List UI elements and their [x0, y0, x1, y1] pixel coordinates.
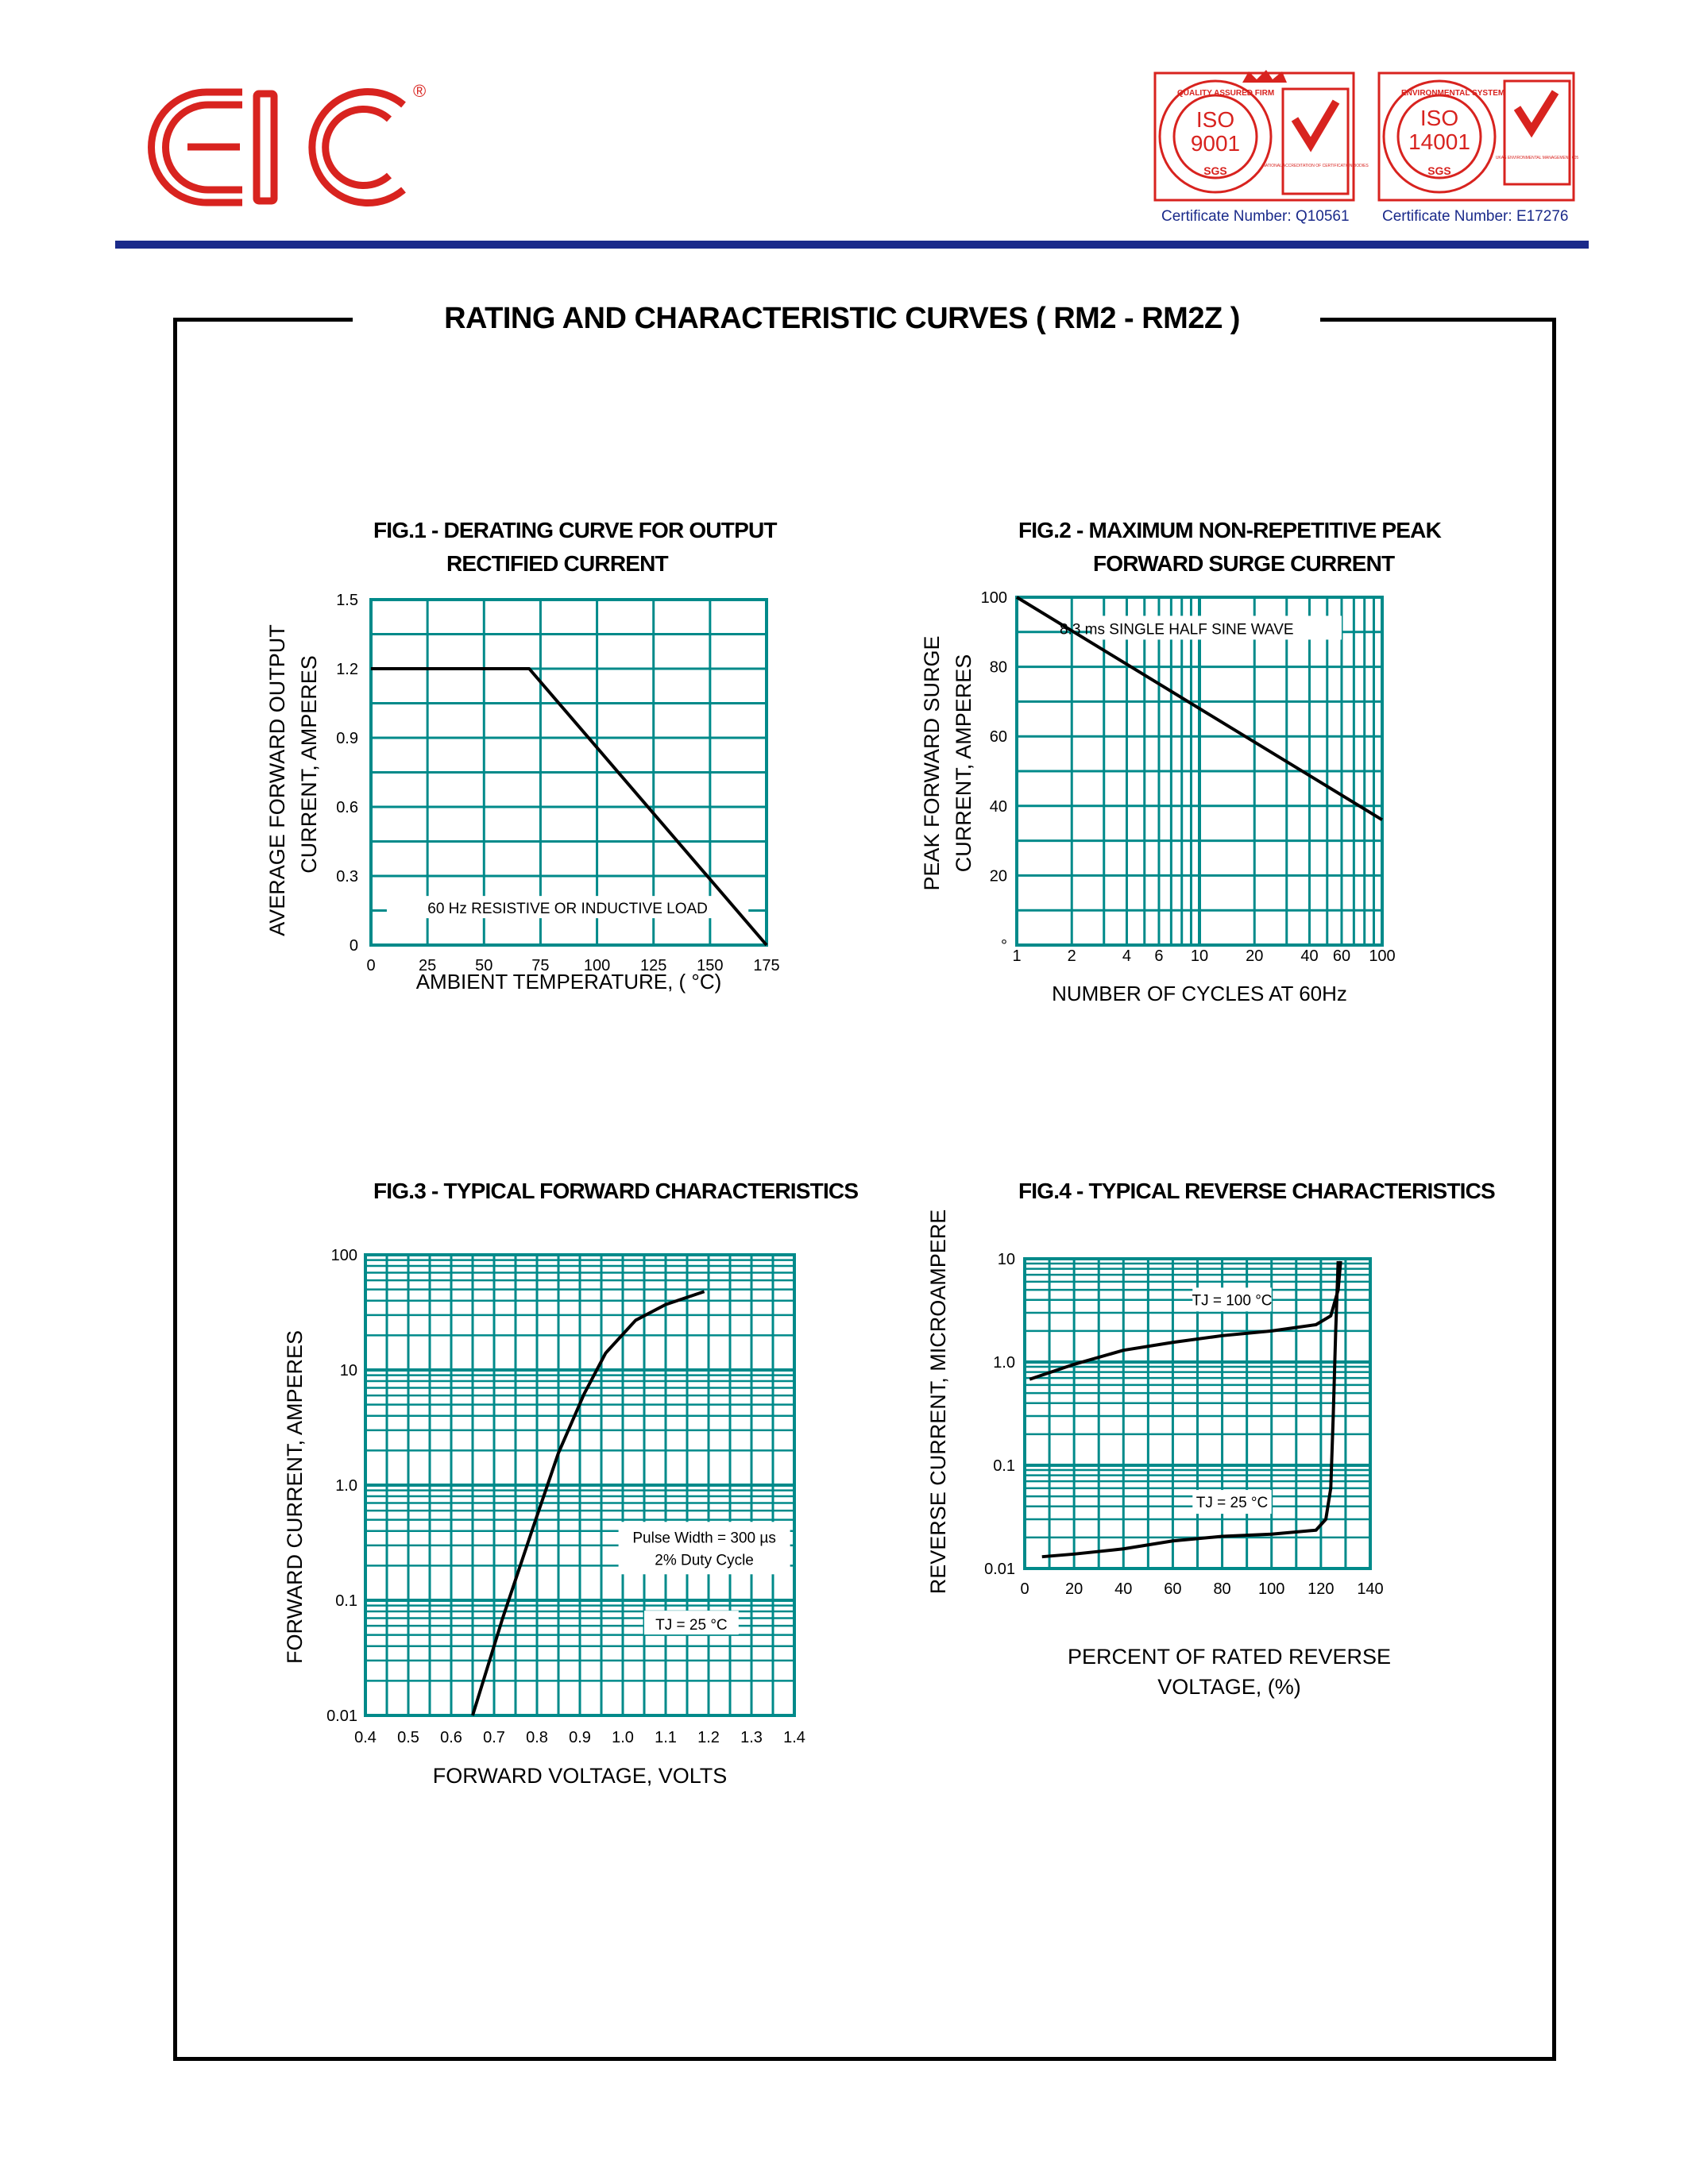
x-tick-label: 120	[1308, 1580, 1335, 1598]
y-tick-label: 100	[330, 1247, 357, 1264]
x-tick-label: 1.3	[740, 1729, 763, 1746]
x-tick-label: 1.1	[655, 1729, 677, 1746]
x-tick-label: 25	[419, 957, 437, 974]
x-tick-label: 20	[1246, 947, 1264, 965]
x-tick-label: 40	[1114, 1580, 1133, 1598]
tj25-annotation: TJ = 25 °C	[1196, 1495, 1269, 1512]
cert-number-e: Certificate Number: E17276	[1382, 208, 1569, 225]
x-axis-label-line2: VOLTAGE, (%)	[1157, 1675, 1301, 1699]
pulse-width-annotation: Pulse Width = 300 µs	[632, 1530, 776, 1547]
seal-ring-text: QUALITY ASSURED FIRM	[1177, 89, 1275, 98]
sgs-label: SGS	[1427, 164, 1451, 177]
fig1-derating-chart	[238, 588, 826, 1017]
crown-icon	[1242, 70, 1287, 83]
x-tick-label: 0.4	[354, 1729, 377, 1746]
registered-mark: ®	[413, 81, 427, 101]
frame-top-left	[173, 318, 353, 322]
y-axis-label-line1: PEAK FORWARD SURGE	[920, 635, 944, 891]
iso-number: 9001	[1190, 131, 1241, 156]
x-tick-label: 125	[640, 957, 667, 974]
y-tick-label: 100	[980, 589, 1007, 607]
y-axis-label: FORWARD CURRENT, AMPERES	[283, 1329, 307, 1665]
y-axis-label-line2: CURRENT, AMPERES	[297, 655, 321, 874]
y-tick-label: 0.1	[993, 1457, 1015, 1475]
y-tick-label: 80	[989, 658, 1007, 677]
y-tick-label: 10	[997, 1251, 1015, 1268]
fig3-forward-chart	[238, 1215, 842, 1819]
x-tick-label: 80	[1213, 1580, 1231, 1598]
iso-label: ISO	[1420, 106, 1459, 130]
cert-number-q: Certificate Number: Q10561	[1161, 208, 1350, 225]
fig2-title-line1: FIG.2 - MAXIMUM NON-REPETITIVE PEAK	[1018, 518, 1442, 542]
x-tick-label: 50	[475, 957, 493, 974]
y-tick-label: 1.5	[336, 592, 358, 609]
x-tick-label: 175	[753, 957, 780, 974]
y-tick-label: 40	[989, 797, 1007, 816]
x-axis-label: NUMBER OF CYCLES AT 60Hz	[1052, 982, 1347, 1005]
x-axis-label-line1: PERCENT OF RATED REVERSE	[1067, 1645, 1392, 1669]
check-badge-icon	[1295, 102, 1336, 145]
tj-annotation: TJ = 25 °C	[655, 1617, 728, 1634]
x-tick-label: 20	[1065, 1580, 1083, 1598]
y-tick-label: 0	[349, 937, 358, 955]
x-tick-label: 100	[1258, 1580, 1285, 1598]
x-tick-label: 0	[366, 957, 376, 974]
x-tick-label: 40	[1300, 947, 1319, 965]
fig3-title: FIG.3 - TYPICAL FORWARD CHARACTERISTICS	[373, 1179, 859, 1203]
x-axis-label: FORWARD VOLTAGE, VOLTS	[432, 1764, 728, 1788]
x-tick-label: 0	[1020, 1580, 1029, 1598]
iso14001-seal	[1377, 71, 1579, 203]
badge-text: UKAS ENVIRONMENTAL MANAGEMENT 005	[1495, 156, 1579, 160]
tj100-annotation: TJ = 100 °C	[1192, 1292, 1273, 1310]
fig2-title-line2: FORWARD SURGE CURRENT	[1093, 551, 1395, 576]
y-tick-label: 60	[989, 728, 1007, 747]
x-tick-label: 60	[1332, 947, 1351, 965]
x-tick-label: 1	[1012, 947, 1022, 965]
fig4-title: FIG.4 - TYPICAL REVERSE CHARACTERISTICS	[1018, 1179, 1495, 1203]
x-tick-label: 1.4	[783, 1729, 805, 1746]
x-tick-label: 75	[531, 957, 550, 974]
fig4-reverse-chart	[898, 1209, 1549, 1715]
y-axis-label-line2: CURRENT, AMPERES	[952, 654, 975, 873]
iso-number: 14001	[1408, 129, 1470, 154]
x-tick-label: 100	[1369, 947, 1396, 965]
fig1-title-line1: FIG.1 - DERATING CURVE FOR OUTPUT	[373, 518, 777, 542]
y-tick-label: 0.3	[336, 868, 358, 886]
x-tick-label: 0.5	[397, 1729, 419, 1746]
x-tick-label: 1.0	[612, 1729, 634, 1746]
badge-text: NATIONAL ACCREDITATION OF CERTIFICATION BODIES	[1262, 164, 1369, 168]
y-tick-label: 1.2	[336, 661, 358, 678]
x-tick-label: 60	[1164, 1580, 1182, 1598]
x-tick-label: 100	[583, 957, 611, 974]
x-tick-label: 0.6	[440, 1729, 462, 1746]
x-tick-label: 0.9	[569, 1729, 591, 1746]
x-tick-label: 0.8	[526, 1729, 548, 1746]
x-tick-label: 10	[1190, 947, 1209, 965]
check-badge-icon	[1517, 92, 1555, 130]
y-tick-label: 10	[339, 1362, 357, 1379]
y-tick-label: 0.01	[984, 1561, 1015, 1578]
frame-top-right	[1320, 318, 1556, 322]
x-tick-label: 150	[697, 957, 724, 974]
duty-cycle-annotation: 2% Duty Cycle	[655, 1552, 754, 1569]
x-tick-label: 6	[1154, 947, 1164, 965]
sgs-label: SGS	[1203, 164, 1227, 177]
y-tick-label: 0.01	[326, 1707, 357, 1725]
page-title: RATING AND CHARACTERISTIC CURVES ( RM2 - RM2Z )	[444, 302, 1240, 335]
seal-ring-text: ENVIRONMENTAL SYSTEM	[1401, 89, 1505, 98]
y-tick-label: 0.1	[335, 1592, 357, 1610]
header-rule	[115, 241, 1589, 249]
y-tick-label: 1.0	[335, 1477, 357, 1495]
y-tick-label: °	[1001, 937, 1007, 955]
reverse-curve-25c	[1042, 1261, 1338, 1557]
fig2-surge-chart	[898, 588, 1549, 1017]
x-tick-label: 0.7	[483, 1729, 505, 1746]
iso9001-seal	[1153, 71, 1369, 203]
eic-logo	[151, 78, 437, 217]
x-tick-label: 1.2	[697, 1729, 720, 1746]
y-tick-label: 0.9	[336, 730, 358, 747]
x-axis-label: AMBIENT TEMPERATURE, ( °C)	[415, 970, 722, 994]
y-tick-label: 20	[989, 867, 1007, 886]
x-tick-label: 2	[1067, 947, 1076, 965]
y-axis-label-line1: AVERAGE FORWARD OUTPUT	[265, 624, 289, 936]
y-axis-label: REVERSE CURRENT, MICROAMPERE	[926, 1209, 950, 1595]
x-tick-label: 4	[1122, 947, 1132, 965]
fig1-title-line2: RECTIFIED CURRENT	[446, 551, 668, 576]
waveform-annotation: 8.3 ms SINGLE HALF SINE WAVE	[1059, 621, 1294, 639]
load-annotation: 60 Hz RESISTIVE OR INDUCTIVE LOAD	[427, 901, 708, 918]
x-tick-label: 140	[1357, 1580, 1384, 1598]
y-tick-label: 1.0	[993, 1354, 1015, 1372]
y-tick-label: 0.6	[336, 799, 358, 816]
iso-label: ISO	[1196, 107, 1235, 132]
